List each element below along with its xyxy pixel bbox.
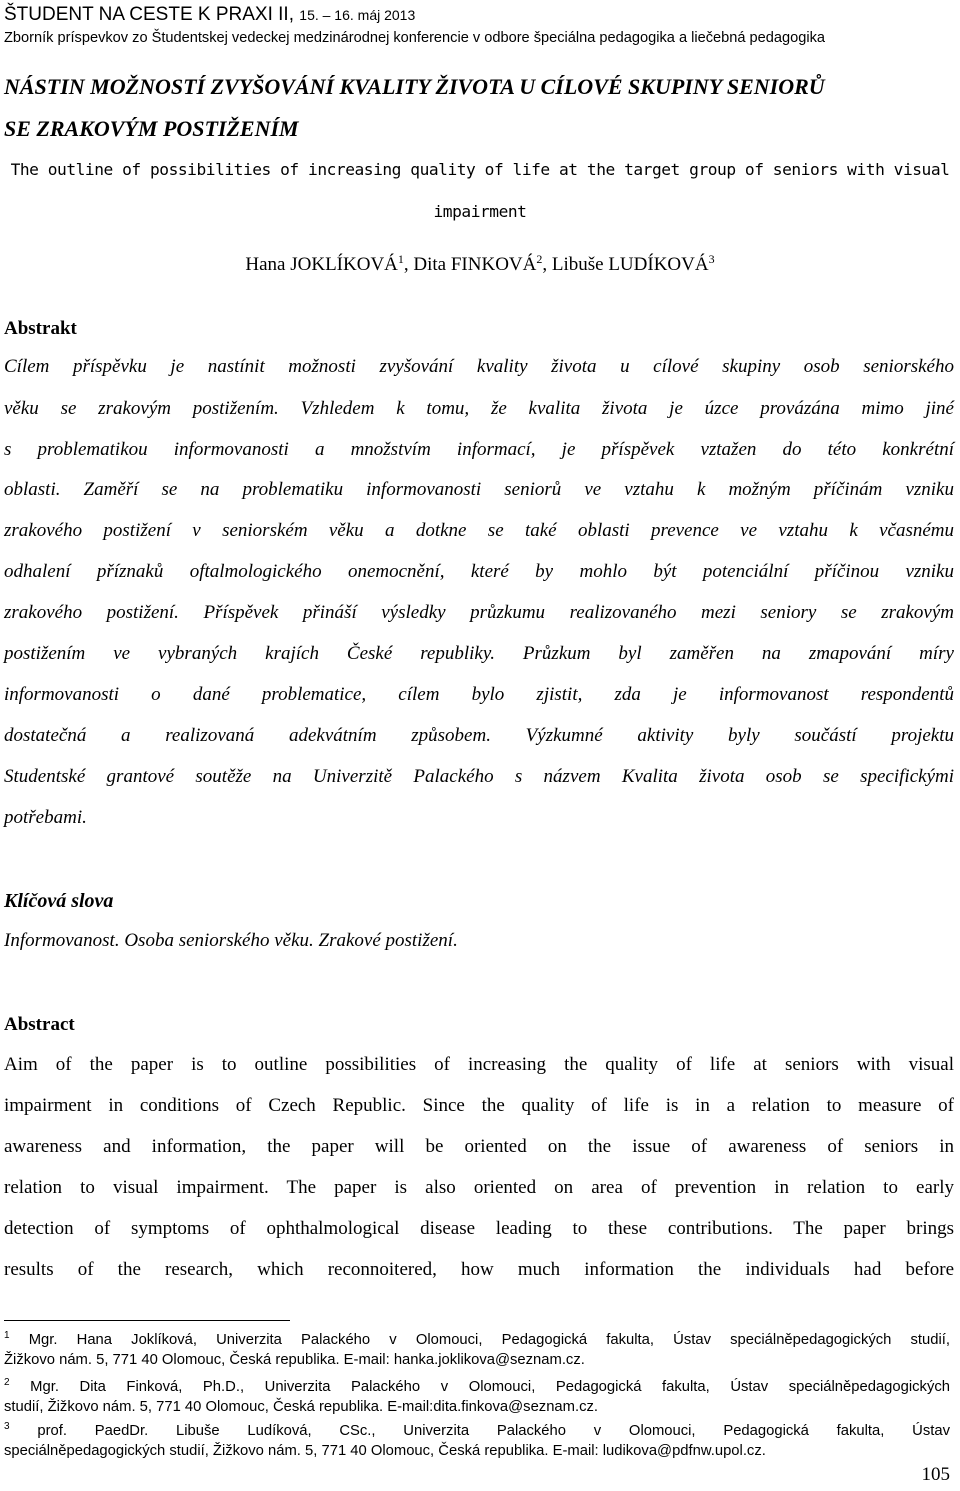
abstrakt-line: oblasti. Zaměří se na problematiku informovanosti seniorů ve vztahu k možným příčinám vzniku <box>4 479 954 500</box>
footnote-2-line-2: studií, Žižkovo nám. 5, 771 40 Olomouc, Česká republika. E-mail:dita.finkova@seznam.cz. <box>4 1399 598 1415</box>
keywords-heading: Klíčová slova <box>4 890 114 912</box>
abstract-en-line: relation to visual impairment. The paper is also oriented on area of prevention in relation to early <box>4 1177 954 1198</box>
running-header-main: ŠTUDENT NA CESTE K PRAXI II, <box>4 4 294 25</box>
abstract-en-line: awareness and information, the paper will be oriented on the issue of awareness of seniors in <box>4 1136 954 1157</box>
keywords-text: Informovanost. Osoba seniorského věku. Zrakové postižení. <box>4 930 458 951</box>
author-name: Dita FINKOVÁ <box>413 254 537 275</box>
author-footnote-mark: 2 <box>536 252 543 266</box>
footnote-mark: 2 <box>4 1377 10 1388</box>
author-footnote-mark: 1 <box>397 252 404 266</box>
footnote-mark: 3 <box>4 1421 10 1432</box>
abstract-en-line: impairment in conditions of Czech Republic. Since the quality of life is in a relation to measure of <box>4 1095 954 1116</box>
footnote-separator <box>4 1320 290 1321</box>
running-header-date: 15. – 16. máj 2013 <box>299 7 416 23</box>
page-number: 105 <box>921 1464 950 1485</box>
title-en-line-1: The outline of possibilities of increasing quality of life at the target group of seniors with visual <box>10 160 950 179</box>
abstrakt-line: s problematikou informovanosti a množstvím informací, je příspěvek vztažen do této konkrétní <box>4 439 954 460</box>
abstract-en-line: results of the research, which reconnoitered, how much information the individuals had before <box>4 1259 954 1280</box>
abstrakt-line: dostatečná a realizovaná adekvátním způsobem. Výzkumné aktivity byly součástí projektu <box>4 725 954 746</box>
abstrakt-line: odhalení příznaků oftalmologického onemocnění, které by mohlo být potenciální příčinou vzniku <box>4 561 954 582</box>
abstrakt-line: zrakového postižení. Příspěvek přináší výsledky průzkumu realizovaného mezi seniory se zrakovým <box>4 602 954 623</box>
running-header-title <box>4 4 415 26</box>
footnote-mark: 1 <box>4 1330 10 1341</box>
abstrakt-line: Studentské grantové soutěže na Univerzitě Palackého s názvem Kvalita života osob se specifickými <box>4 766 954 787</box>
abstract-en-line: detection of symptoms of ophthalmological disease leading to these contributions. The paper brings <box>4 1218 954 1239</box>
footnote-2-line-1 <box>4 1377 950 1395</box>
abstrakt-line: informovanosti o dané problematice, cílem bylo zjistit, zda je informovanost respondentů <box>4 684 954 705</box>
abstract-en-heading: Abstract <box>4 1014 75 1035</box>
footnote-text: Mgr. Hana Joklíková, Univerzita Palackého v Olomouci, Pedagogická fakulta, Ústav speciálněpedagogických studií, <box>28 1332 950 1348</box>
abstract-en-line: Aim of the paper is to outline possibilities of increasing the quality of life at seniors with visual <box>4 1054 954 1075</box>
footnote-1-line-1 <box>4 1330 950 1348</box>
author-name: Hana JOKLÍKOVÁ <box>245 254 398 275</box>
abstrakt-line: potřebami. <box>4 807 87 828</box>
title-en-line-2: impairment <box>433 202 527 221</box>
abstrakt-line: Cílem příspěvku je nastínit možnosti zvyšování kvality života u cílové skupiny osob seniorského <box>4 356 954 377</box>
footnote-3-line-1 <box>4 1421 950 1439</box>
author-name: Libuše LUDÍKOVÁ <box>551 254 709 275</box>
abstrakt-line: zrakového postižení v seniorském věku a dotkne se také oblasti prevence ve vztahu k včasnému <box>4 520 954 541</box>
title-cz-line-1: NÁSTIN MOŽNOSTÍ ZVYŠOVÁNÍ KVALITY ŽIVOTA U CÍLOVÉ SKUPINY SENIORŮ <box>4 74 825 99</box>
abstrakt-heading: Abstrakt <box>4 318 77 339</box>
title-cz-line-2: SE ZRAKOVÝM POSTIŽENÍM <box>4 116 299 141</box>
author-list <box>0 252 960 276</box>
footnote-1-line-2: Žižkovo nám. 5, 771 40 Olomouc, Česká republika. E-mail: hanka.joklikova@seznam.cz. <box>4 1352 585 1368</box>
abstrakt-line: postižením ve vybraných krajích České republiky. Průzkum byl zaměřen na zmapování míry <box>4 643 954 664</box>
abstrakt-line: věku se zrakovým postižením. Vzhledem k tomu, že kvalita života je úzce provázána mimo jiné <box>4 398 954 419</box>
author-footnote-mark: 3 <box>708 252 715 266</box>
author-separator: , <box>403 254 414 275</box>
footnote-text: prof. PaedDr. Libuše Ludíková, CSc., Univerzita Palackého v Olomouci, Pedagogická fakulta, Ústav <box>37 1423 950 1439</box>
running-header-proceedings: Zborník príspevkov zo Študentskej vedeckej medzinárodnej konferencie v odbore špeciálna pedagogika a liečebná pedagogika <box>4 30 826 46</box>
footnote-3-line-2: speciálněpedagogických studií, Žižkovo nám. 5, 771 40 Olomouc, Česká republika. E-mail: ludikova@pdfnw.upol.cz. <box>4 1443 766 1459</box>
footnote-text: Mgr. Dita Finková, Ph.D., Univerzita Palackého v Olomouci, Pedagogická fakulta, Ústav speciálněpedagogických <box>30 1379 950 1395</box>
author-separator: , <box>542 254 552 275</box>
